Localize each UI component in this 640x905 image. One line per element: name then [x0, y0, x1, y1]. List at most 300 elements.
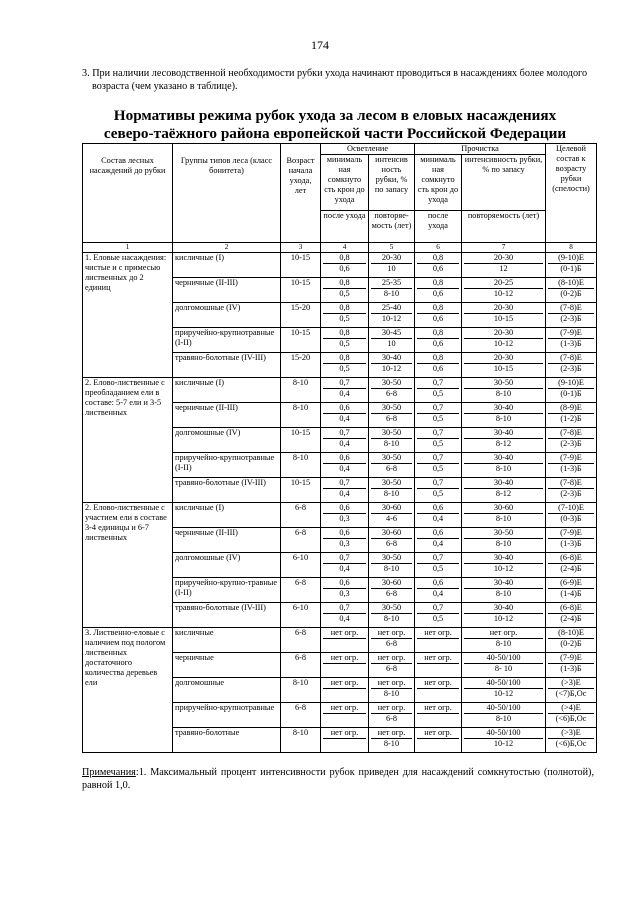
- pr-repeat: 10-12: [464, 288, 543, 299]
- pr-min-density: 0,8: [432, 328, 444, 337]
- pr-intensity: 40-50/100: [486, 703, 521, 712]
- start-age-cell: 15-20: [281, 303, 321, 328]
- pr-min-density: 0,8: [432, 253, 444, 262]
- target-spruce: (7-9)Е: [560, 653, 582, 662]
- pr-repeat: 8-12: [464, 438, 543, 449]
- target-deciduous: (0-3)Б: [548, 513, 594, 524]
- osv-min-density: нет огр.: [330, 728, 359, 737]
- col-number: 1: [83, 243, 173, 253]
- target-deciduous: (0-2)Б: [548, 638, 594, 649]
- target-spruce: (6-8)Е: [560, 603, 582, 612]
- target-cell: [546, 453, 597, 478]
- pr-intensity: 30-40: [493, 403, 514, 412]
- target-spruce: (9-10)Е: [558, 378, 584, 387]
- target-deciduous: (<7)Б,Ос: [548, 688, 594, 699]
- osv-min-density: 0,8: [339, 278, 350, 287]
- osv-density-cell: [321, 303, 369, 328]
- header-pr-min-density: минималь ная сомкнуто сть крон до ухода: [415, 155, 462, 211]
- osv-intensity: 30-60: [381, 503, 402, 512]
- osv-repeat: 6-8: [371, 538, 412, 549]
- start-age-cell: 6-8: [281, 578, 321, 603]
- pr-after-density: 0,6: [417, 338, 459, 349]
- target-spruce: (7-9)Е: [560, 528, 582, 537]
- osv-density-cell: [321, 528, 369, 553]
- osv-intensity-cell: [369, 328, 415, 353]
- pr-intensity: 20-30: [493, 353, 514, 362]
- target-deciduous: (0-1)Б: [548, 263, 594, 274]
- col-number: 8: [546, 243, 597, 253]
- pr-intensity-cell: [462, 478, 546, 503]
- osv-after-density: [323, 663, 366, 674]
- osv-intensity-cell: [369, 303, 415, 328]
- osv-intensity: 30-50: [381, 378, 402, 387]
- osv-min-density: 0,6: [339, 528, 350, 537]
- table-row: [83, 628, 597, 653]
- pr-density-cell: [415, 478, 462, 503]
- start-age-cell: 10-15: [281, 278, 321, 303]
- osv-density-cell: [321, 478, 369, 503]
- pr-min-density: 0,7: [432, 553, 444, 562]
- pr-min-density: 0,6: [432, 528, 444, 537]
- osv-intensity-cell: [369, 253, 415, 278]
- pr-intensity: 20-25: [493, 278, 514, 287]
- header-pr-after: после ухода: [415, 211, 462, 243]
- osv-density-cell: [321, 503, 369, 528]
- pr-intensity-cell: [462, 728, 546, 753]
- target-spruce: (7-8)Е: [560, 353, 582, 362]
- osv-intensity: 25-40: [381, 303, 402, 312]
- target-cell: [546, 328, 597, 353]
- pr-density-cell: [415, 553, 462, 578]
- osv-repeat: 8-10: [371, 288, 412, 299]
- pr-repeat: 8-10: [464, 538, 543, 549]
- osv-repeat: 10: [371, 338, 412, 349]
- pr-min-density: 0,8: [432, 303, 444, 312]
- pr-min-density: 0,6: [432, 503, 444, 512]
- target-deciduous: (2-3)Б: [548, 363, 594, 374]
- target-deciduous: (1-3)Б: [548, 463, 594, 474]
- pr-min-density: нет огр.: [424, 628, 452, 637]
- table-row: [83, 378, 597, 403]
- target-spruce: (8-9)Е: [560, 403, 582, 412]
- osv-repeat: 6-8: [371, 588, 412, 599]
- osv-repeat: 10-12: [371, 313, 412, 324]
- pr-density-cell: [415, 528, 462, 553]
- pr-repeat: 10-15: [464, 363, 543, 374]
- target-cell: [546, 278, 597, 303]
- target-cell: [546, 253, 597, 278]
- osv-after-density: 0,3: [323, 538, 366, 549]
- pr-after-density: 0,5: [417, 463, 459, 474]
- pr-intensity-cell: [462, 278, 546, 303]
- target-spruce: (7-9)Е: [560, 453, 582, 462]
- pr-repeat: 10-12: [464, 738, 543, 749]
- target-deciduous: (1-3)Б: [548, 538, 594, 549]
- pr-after-density: 0,5: [417, 488, 459, 499]
- pr-after-density: 0,4: [417, 588, 459, 599]
- target-spruce: (>3)Е: [561, 728, 581, 737]
- pr-density-cell: [415, 403, 462, 428]
- pr-intensity: 30-40: [493, 603, 514, 612]
- osv-min-density: 0,6: [339, 503, 350, 512]
- forest-type-cell: долгомошные: [173, 678, 281, 703]
- pr-intensity: 30-40: [493, 578, 514, 587]
- pr-repeat: 8-10: [464, 413, 543, 424]
- osv-density-cell: [321, 703, 369, 728]
- osv-min-density: 0,8: [339, 328, 350, 337]
- pr-intensity-cell: [462, 328, 546, 353]
- pr-intensity-cell: [462, 353, 546, 378]
- pr-density-cell: [415, 603, 462, 628]
- osv-repeat: 8-10: [371, 488, 412, 499]
- pr-intensity-cell: [462, 503, 546, 528]
- composition-cell: 1. Еловые насаждения: чистые и с примесью лиственных до 2 единиц: [83, 253, 173, 378]
- osv-density-cell: [321, 678, 369, 703]
- osv-after-density: 0,4: [323, 388, 366, 399]
- pr-intensity-cell: [462, 403, 546, 428]
- osv-intensity-cell: [369, 403, 415, 428]
- target-deciduous: (2-3)Б: [548, 438, 594, 449]
- osv-density-cell: [321, 553, 369, 578]
- pr-density-cell: [415, 453, 462, 478]
- osv-intensity-cell: [369, 378, 415, 403]
- osv-min-density: 0,8: [339, 303, 350, 312]
- header-osv-after: после ухода: [321, 211, 369, 243]
- osv-intensity-cell: [369, 553, 415, 578]
- pr-intensity: 30-50: [493, 378, 514, 387]
- osv-after-density: [323, 688, 366, 699]
- osv-min-density: 0,6: [339, 403, 350, 412]
- pr-min-density: нет огр.: [424, 728, 452, 737]
- osv-min-density: 0,7: [339, 553, 350, 562]
- target-cell: [546, 303, 597, 328]
- pr-after-density: [417, 663, 459, 674]
- osv-intensity-cell: [369, 603, 415, 628]
- osv-min-density: 0,6: [339, 453, 350, 462]
- target-deciduous: (1-3)Б: [548, 663, 594, 674]
- pr-repeat: 8-10: [464, 638, 543, 649]
- target-deciduous: (0-2)Б: [548, 288, 594, 299]
- forest-type-cell: черничные (II-III): [173, 403, 281, 428]
- start-age-cell: 6-8: [281, 653, 321, 678]
- osv-intensity-cell: [369, 678, 415, 703]
- pr-min-density: 0,6: [432, 578, 444, 587]
- pr-intensity-cell: [462, 253, 546, 278]
- osv-intensity: 30-50: [381, 603, 402, 612]
- pr-repeat: 10-12: [464, 688, 543, 699]
- pr-intensity: 20-30: [493, 328, 514, 337]
- pr-intensity-cell: [462, 603, 546, 628]
- osv-intensity: 30-50: [381, 478, 402, 487]
- osv-min-density: 0,7: [339, 428, 350, 437]
- target-cell: [546, 353, 597, 378]
- pr-after-density: 0,6: [417, 313, 459, 324]
- table-body: [83, 253, 597, 753]
- pr-intensity: 20-30: [493, 253, 514, 262]
- pr-after-density: [417, 738, 459, 749]
- col-number: 6: [415, 243, 462, 253]
- target-deciduous: (1-2)Б: [548, 413, 594, 424]
- pr-density-cell: [415, 378, 462, 403]
- osv-repeat: 8-10: [371, 738, 412, 749]
- target-spruce: (7-8)Е: [560, 428, 582, 437]
- pr-repeat: 10-12: [464, 613, 543, 624]
- pr-intensity: 30-40: [493, 478, 514, 487]
- forest-type-cell: черничные: [173, 653, 281, 678]
- pr-after-density: 0,5: [417, 413, 459, 424]
- col-number: 5: [369, 243, 415, 253]
- start-age-cell: 6-8: [281, 703, 321, 728]
- target-cell: [546, 503, 597, 528]
- header-composition: Состав лесных насаждений до рубки: [83, 144, 173, 243]
- osv-density-cell: [321, 603, 369, 628]
- target-cell: [546, 603, 597, 628]
- osv-min-density: 0,7: [339, 603, 350, 612]
- osv-repeat: 6-8: [371, 388, 412, 399]
- osv-after-density: 0,4: [323, 563, 366, 574]
- osv-after-density: 0,5: [323, 288, 366, 299]
- osv-after-density: [323, 738, 366, 749]
- osv-after-density: 0,5: [323, 313, 366, 324]
- norms-table: [82, 143, 597, 753]
- osv-density-cell: [321, 428, 369, 453]
- target-spruce: (8-10)Е: [558, 278, 584, 287]
- pr-repeat: 8-10: [464, 388, 543, 399]
- osv-after-density: 0,4: [323, 438, 366, 449]
- target-cell: [546, 428, 597, 453]
- pr-intensity-cell: [462, 303, 546, 328]
- pr-density-cell: [415, 728, 462, 753]
- forest-type-cell: кисличные (I): [173, 503, 281, 528]
- osv-min-density: 0,7: [339, 478, 350, 487]
- header-osv-min-density: минималь ная сомкнуто сть крон до ухода: [321, 155, 369, 211]
- pr-density-cell: [415, 678, 462, 703]
- osv-density-cell: [321, 328, 369, 353]
- pr-intensity: нет огр.: [489, 628, 518, 637]
- pr-intensity: 30-40: [493, 428, 514, 437]
- start-age-cell: 8-10: [281, 453, 321, 478]
- pr-after-density: 0,6: [417, 363, 459, 374]
- osv-intensity: 30-60: [381, 578, 402, 587]
- pr-after-density: 0,4: [417, 513, 459, 524]
- pr-density-cell: [415, 578, 462, 603]
- target-spruce: (6-9)Е: [560, 578, 582, 587]
- pr-intensity-cell: [462, 703, 546, 728]
- start-age-cell: 10-15: [281, 478, 321, 503]
- col-number: 3: [281, 243, 321, 253]
- target-deciduous: (2-3)Б: [548, 313, 594, 324]
- target-spruce: (7-8)Е: [560, 478, 582, 487]
- target-deciduous: (2-4)Б: [548, 563, 594, 574]
- pr-intensity-cell: [462, 578, 546, 603]
- target-spruce: (9-10)Е: [558, 253, 584, 262]
- osv-min-density: нет огр.: [330, 703, 359, 712]
- pr-min-density: 0,7: [432, 428, 444, 437]
- target-cell: [546, 378, 597, 403]
- target-cell: [546, 628, 597, 653]
- pr-min-density: 0,7: [432, 453, 444, 462]
- osv-repeat: 10: [371, 263, 412, 274]
- osv-intensity-cell: [369, 703, 415, 728]
- header-pr-intensity: интенсивность рубки, % по запасу: [462, 155, 546, 211]
- osv-after-density: 0,3: [323, 513, 366, 524]
- table-title: [75, 107, 595, 143]
- pr-intensity-cell: [462, 378, 546, 403]
- col-number: 7: [462, 243, 546, 253]
- osv-min-density: нет огр.: [330, 653, 359, 662]
- target-spruce: (>3)Е: [561, 678, 581, 687]
- osv-density-cell: [321, 653, 369, 678]
- pr-after-density: 0,5: [417, 388, 459, 399]
- osv-intensity: 30-50: [381, 453, 402, 462]
- forest-type-cell: травяно-болотные (IV-III): [173, 603, 281, 628]
- header-prochistka: Прочистка: [415, 144, 546, 155]
- forest-type-cell: долгомошные (IV): [173, 553, 281, 578]
- composition-cell: 2. Елово-лиственные с участием ели в составе 3-4 единицы и 6-7 лиственных: [83, 503, 173, 628]
- pr-after-density: 0,4: [417, 538, 459, 549]
- pr-intensity: 40-50/100: [486, 678, 521, 687]
- header-target: Целевой состав к возрасту рубки (спелости): [546, 144, 597, 243]
- forest-type-cell: кисличные (I): [173, 378, 281, 403]
- pr-min-density: 0,8: [432, 353, 444, 362]
- osv-intensity-cell: [369, 353, 415, 378]
- osv-density-cell: [321, 453, 369, 478]
- forest-type-cell: долгомошные (IV): [173, 428, 281, 453]
- start-age-cell: 6-10: [281, 553, 321, 578]
- pr-intensity-cell: [462, 553, 546, 578]
- osv-intensity: нет огр.: [377, 678, 406, 687]
- header-pr-repeat: повторяемость (лет): [462, 211, 546, 243]
- target-deciduous: (2-4)Б: [548, 613, 594, 624]
- start-age-cell: 8-10: [281, 728, 321, 753]
- osv-density-cell: [321, 403, 369, 428]
- pr-intensity-cell: [462, 528, 546, 553]
- pr-intensity: 40-50/100: [486, 728, 521, 737]
- pr-after-density: [417, 713, 459, 724]
- osv-repeat: 6-8: [371, 663, 412, 674]
- forest-type-cell: приручейно-крупнотравные (I-II): [173, 328, 281, 353]
- osv-repeat: 4-6: [371, 513, 412, 524]
- target-cell: [546, 703, 597, 728]
- header-start-age: Возраст начала ухода, лет: [281, 144, 321, 243]
- osv-intensity-cell: [369, 528, 415, 553]
- target-deciduous: (1-4)Б: [548, 588, 594, 599]
- osv-intensity-cell: [369, 653, 415, 678]
- pr-after-density: [417, 638, 459, 649]
- start-age-cell: 8-10: [281, 378, 321, 403]
- osv-repeat: 6-8: [371, 638, 412, 649]
- title-line-2: северо-таёжного района европейской части Российской Федерации: [103, 125, 567, 142]
- pr-repeat: 8-12: [464, 488, 543, 499]
- start-age-cell: 10-15: [281, 328, 321, 353]
- target-spruce: (6-8)Е: [560, 553, 582, 562]
- osv-repeat: 8-10: [371, 563, 412, 574]
- osv-repeat: 6-8: [371, 413, 412, 424]
- osv-intensity: 30-50: [381, 428, 402, 437]
- pr-density-cell: [415, 428, 462, 453]
- start-age-cell: 10-15: [281, 253, 321, 278]
- osv-intensity-cell: [369, 503, 415, 528]
- start-age-cell: 8-10: [281, 678, 321, 703]
- target-spruce: (7-10)Е: [558, 503, 584, 512]
- osv-intensity: 30-50: [381, 553, 402, 562]
- pr-intensity: 30-40: [493, 453, 514, 462]
- target-deciduous: (<6)Б,Ос: [548, 738, 594, 749]
- pr-density-cell: [415, 653, 462, 678]
- pr-intensity-cell: [462, 653, 546, 678]
- pr-repeat: 10-12: [464, 563, 543, 574]
- osv-after-density: 0,4: [323, 413, 366, 424]
- forest-type-cell: черничные (II-III): [173, 278, 281, 303]
- osv-intensity-cell: [369, 278, 415, 303]
- pr-after-density: 0,5: [417, 613, 459, 624]
- osv-intensity: нет огр.: [377, 653, 406, 662]
- osv-intensity-cell: [369, 578, 415, 603]
- pr-intensity: 30-40: [493, 553, 514, 562]
- pr-repeat: 10-15: [464, 313, 543, 324]
- osv-after-density: [323, 713, 366, 724]
- header-osv-repeat: повторяе-мость (лет): [369, 211, 415, 243]
- forest-type-cell: травяно-болотные (IV-III): [173, 353, 281, 378]
- forest-type-cell: кисличные (I): [173, 253, 281, 278]
- pr-min-density: нет огр.: [424, 678, 452, 687]
- pr-intensity-cell: [462, 428, 546, 453]
- osv-intensity: нет огр.: [377, 728, 406, 737]
- pr-repeat: 8-10: [464, 463, 543, 474]
- osv-intensity: 20-30: [381, 253, 402, 262]
- osv-density-cell: [321, 378, 369, 403]
- osv-density-cell: [321, 278, 369, 303]
- pr-density-cell: [415, 703, 462, 728]
- pr-intensity: 20-30: [493, 303, 514, 312]
- pr-min-density: 0,7: [432, 478, 444, 487]
- forest-type-cell: травяно-болотные: [173, 728, 281, 753]
- start-age-cell: 6-10: [281, 603, 321, 628]
- osv-repeat: 6-8: [371, 463, 412, 474]
- composition-cell: 3. Лиственно-еловые с наличием под пологом лиственных достаточного количества деревьев ели: [83, 628, 173, 753]
- forest-type-cell: черничные (II-III): [173, 528, 281, 553]
- notes-label: Примечания: [82, 767, 136, 778]
- pr-min-density: 0,7: [432, 378, 444, 387]
- pr-intensity: 40-50/100: [486, 653, 521, 662]
- target-cell: [546, 553, 597, 578]
- pr-intensity-cell: [462, 453, 546, 478]
- osv-intensity: 25-35: [381, 278, 402, 287]
- osv-intensity: 30-45: [381, 328, 402, 337]
- col-number: 4: [321, 243, 369, 253]
- osv-intensity-cell: [369, 453, 415, 478]
- start-age-cell: 6-8: [281, 528, 321, 553]
- intro-paragraph: 3. При наличии лесоводственной необходимости рубки ухода начинают проводиться в насаждениях более молодого возраста (чем указано в таблице).: [82, 68, 588, 92]
- osv-intensity-cell: [369, 728, 415, 753]
- osv-density-cell: [321, 578, 369, 603]
- target-cell: [546, 528, 597, 553]
- col-number: 2: [173, 243, 281, 253]
- osv-min-density: 0,6: [339, 578, 350, 587]
- osv-density-cell: [321, 728, 369, 753]
- start-age-cell: 6-8: [281, 503, 321, 528]
- table-row: [83, 253, 597, 278]
- osv-min-density: 0,7: [339, 378, 350, 387]
- pr-density-cell: [415, 503, 462, 528]
- pr-density-cell: [415, 353, 462, 378]
- osv-repeat: 8-10: [371, 613, 412, 624]
- notes: [82, 766, 594, 792]
- target-spruce: (7-8)Е: [560, 303, 582, 312]
- pr-repeat: 8-10: [464, 713, 543, 724]
- pr-repeat: 10-12: [464, 338, 543, 349]
- osv-after-density: 0,4: [323, 488, 366, 499]
